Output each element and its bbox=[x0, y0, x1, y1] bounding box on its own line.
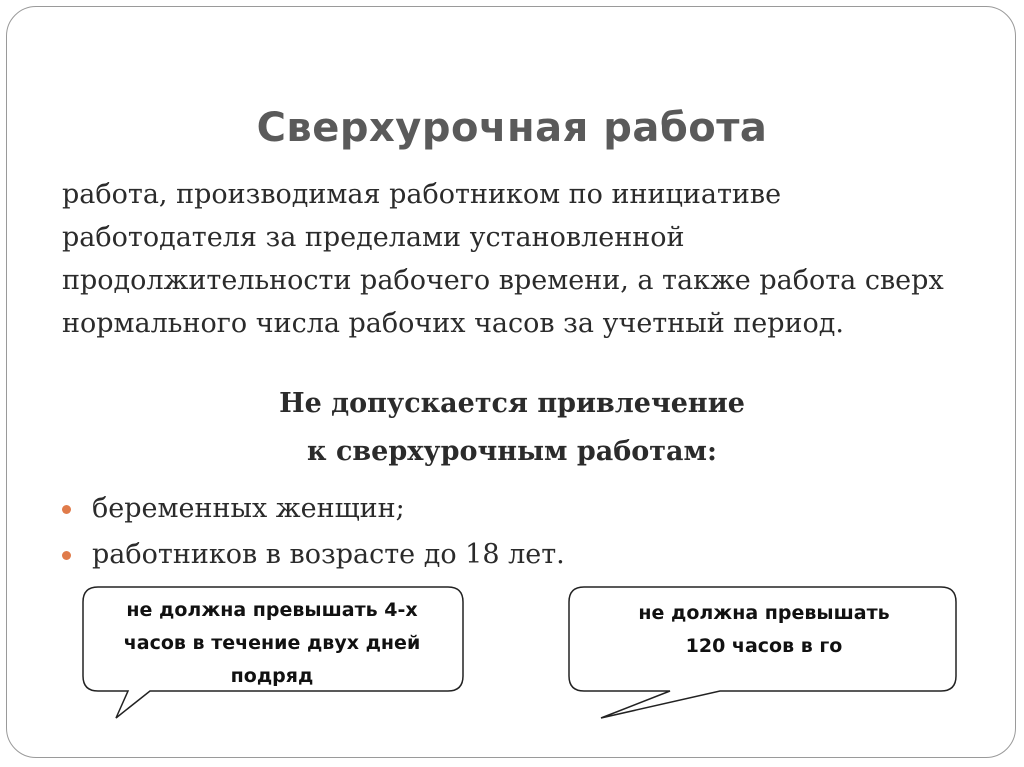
callout-right-line-2: 120 часов в го bbox=[685, 635, 843, 657]
callout-left-line-2: часов в течение двух дней bbox=[123, 632, 421, 654]
list-item-text: работников в возрасте до 18 лет. bbox=[92, 539, 565, 570]
restriction-heading-line-2: к сверхурочным работам: bbox=[307, 436, 717, 467]
callout-left-text bbox=[92, 594, 452, 693]
callout-left-line-1: не должна превышать 4-х bbox=[126, 599, 418, 621]
definition-text: работа, производимая работником по инициативе работодателя за пределами установленной продолжительности рабочего времени, а также работа сверх нормального числа рабочих часов за учетный период. bbox=[62, 179, 944, 339]
slide-title: Сверхурочная работа bbox=[256, 105, 768, 151]
callout-right-text bbox=[580, 597, 948, 663]
list-item-text: беременных женщин; bbox=[92, 493, 405, 524]
callout-left-line-3: подряд bbox=[230, 665, 314, 687]
restriction-heading-line-1: Не допускается привлечение bbox=[279, 388, 745, 419]
callout-right-line-1: не должна превышать bbox=[638, 602, 890, 624]
